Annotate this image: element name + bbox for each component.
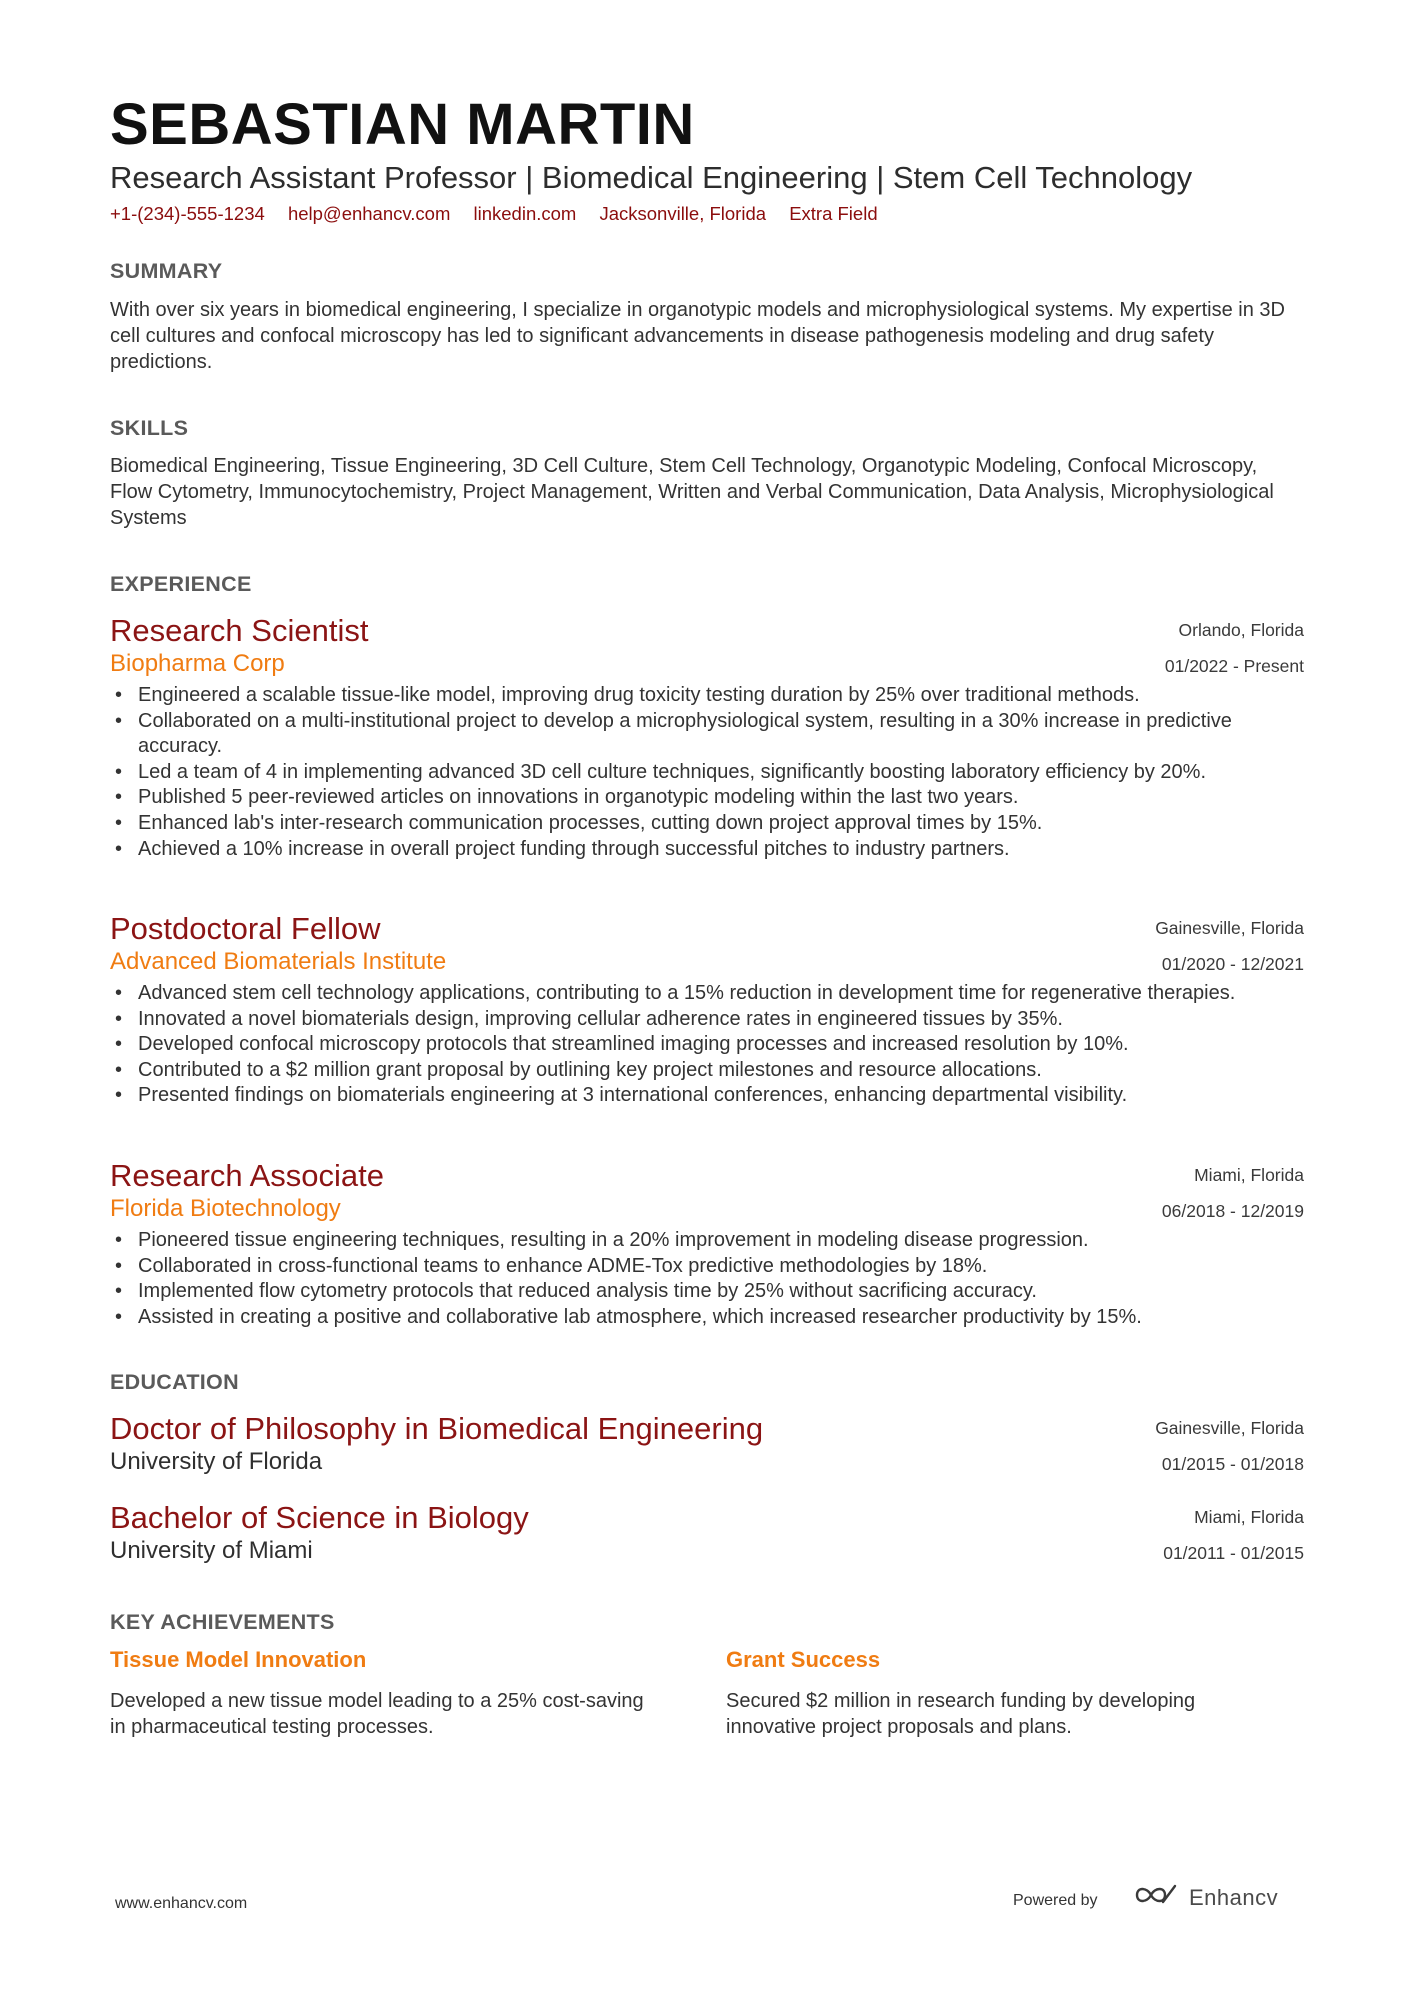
job-location: Orlando, Florida [1178, 620, 1304, 640]
enhancv-brand[interactable] [1133, 1882, 1278, 1913]
company-name: Biopharma Corp [110, 650, 285, 677]
achievement-title: Grant Success [726, 1647, 881, 1672]
bullet-item: • Advanced stem cell technology applications, contributing to a 15% reduction in development time for regenerative therapies. [110, 981, 1304, 1007]
extra-field: Extra Field [789, 203, 878, 224]
school-name: University of Florida [110, 1448, 323, 1475]
bullet-item: • Enhanced lab's inter-research communication processes, cutting down project approval times by 15%. [110, 811, 1304, 837]
job-dates: 06/2018 - 12/2019 [1161, 1201, 1304, 1221]
education-heading: EDUCATION [110, 1370, 239, 1394]
achievements-heading: KEY ACHIEVEMENTS [110, 1610, 335, 1634]
job-location: Gainesville, Florida [1155, 918, 1304, 938]
bullet-item: • Collaborated on a multi-institutional project to develop a microphysiological system, resulting in a 30% increase in predictive accuracy. [110, 709, 1304, 760]
bullet-item: • Achieved a 10% increase in overall project funding through successful pitches to industry partners. [110, 837, 1304, 863]
skills-text: Biomedical Engineering, Tissue Engineering, 3D Cell Culture, Stem Cell Technology, Organotypic Modeling, Confocal Microscopy, Flow Cytometry, Immunocytochemistry, Project Management, Written and Verbal Communication, Data Analysis, Microphysiological Systems [110, 455, 1274, 529]
achievement-desc: Developed a new tissue model leading to a 25% cost-saving in pharmaceutical testing processes. [110, 1690, 644, 1738]
job-dates: 01/2022 - Present [1164, 656, 1304, 676]
bullet-item: • Led a team of 4 in implementing advanced 3D cell culture techniques, significantly boosting laboratory efficiency by 20%. [110, 760, 1304, 786]
bullet-item: • Engineered a scalable tissue-like model, improving drug toxicity testing duration by 25% over traditional methods. [110, 683, 1304, 709]
bullet-item: • Contributed to a $2 million grant proposal by outlining key project milestones and resource allocations. [110, 1058, 1304, 1084]
powered-by-text: Powered by [1013, 1892, 1098, 1909]
job-location: Miami, Florida [1194, 1165, 1304, 1185]
bullet-item: • Presented findings on biomaterials engineering at 3 international conferences, enhancing departmental visibility. [110, 1083, 1304, 1109]
school-location: Miami, Florida [1194, 1507, 1304, 1527]
school-name: University of Miami [110, 1537, 313, 1564]
job-title: Research Associate [110, 1158, 384, 1193]
bullet-item: • Pioneered tissue engineering techniques, resulting in a 20% improvement in modeling disease progression. [110, 1228, 1304, 1254]
bullet-item: • Innovated a novel biomaterials design, improving cellular adherence rates in engineered tissues by 35%. [110, 1007, 1304, 1033]
linkedin-link[interactable]: linkedin.com [473, 203, 577, 224]
footer-url[interactable]: www.enhancv.com [115, 1895, 248, 1912]
email-link[interactable]: help@enhancv.com [287, 203, 451, 224]
school-dates: 01/2011 - 01/2015 [1163, 1543, 1304, 1563]
headline: Research Assistant Professor | Biomedical Engineering | Stem Cell Technology [110, 160, 1193, 195]
job-bullets [110, 683, 1304, 862]
summary-text: With over six years in biomedical engineering, I specialize in organotypic models and microphysiological systems. My expertise in 3D cell cultures and confocal microscopy has led to significant advancements in disease pathogenesis modeling and drug safety predictions. [110, 299, 1285, 373]
achievement-desc: Secured $2 million in research funding by developing innovative project proposals and plans. [726, 1690, 1196, 1738]
school-location: Gainesville, Florida [1155, 1418, 1304, 1438]
brand-name: Enhancv [1189, 1884, 1279, 1910]
bullet-item: • Developed confocal microscopy protocols that streamlined imaging processes and increased resolution by 10%. [110, 1032, 1304, 1058]
job-bullets [110, 1228, 1304, 1330]
bullet-item: • Assisted in creating a positive and collaborative lab atmosphere, which increased researcher productivity by 15%. [110, 1305, 1304, 1331]
job-bullets [110, 981, 1304, 1109]
company-name: Florida Biotechnology [110, 1195, 341, 1222]
phone-link[interactable]: +1-(234)-555-1234 [110, 203, 265, 224]
school-dates: 01/2015 - 01/2018 [1161, 1454, 1304, 1474]
job-dates: 01/2020 - 12/2021 [1161, 954, 1304, 974]
bullet-item: • Collaborated in cross-functional teams to enhance ADME-Tox predictive methodologies by 18%. [110, 1254, 1304, 1280]
location-text: Jacksonville, Florida [599, 203, 767, 224]
experience-heading: EXPERIENCE [110, 572, 252, 596]
achievement-title: Tissue Model Innovation [110, 1647, 367, 1672]
job-title: Research Scientist [110, 613, 369, 648]
company-name: Advanced Biomaterials Institute [110, 948, 447, 975]
candidate-name: SEBASTIAN MARTIN [110, 92, 695, 157]
enhancv-logo-icon [1133, 1882, 1179, 1913]
summary-heading: SUMMARY [110, 259, 223, 283]
bullet-item: • Implemented flow cytometry protocols that reduced analysis time by 25% without sacrificing accuracy. [110, 1279, 1304, 1305]
degree-title: Doctor of Philosophy in Biomedical Engineering [110, 1411, 764, 1446]
skills-heading: SKILLS [110, 416, 189, 440]
contact-bar [110, 203, 896, 225]
degree-title: Bachelor of Science in Biology [110, 1500, 529, 1535]
achievement-card [726, 1649, 1286, 1740]
job-title: Postdoctoral Fellow [110, 911, 381, 946]
bullet-item: • Published 5 peer-reviewed articles on innovations in organotypic modeling within the last two years. [110, 785, 1304, 811]
achievement-card [110, 1649, 670, 1740]
